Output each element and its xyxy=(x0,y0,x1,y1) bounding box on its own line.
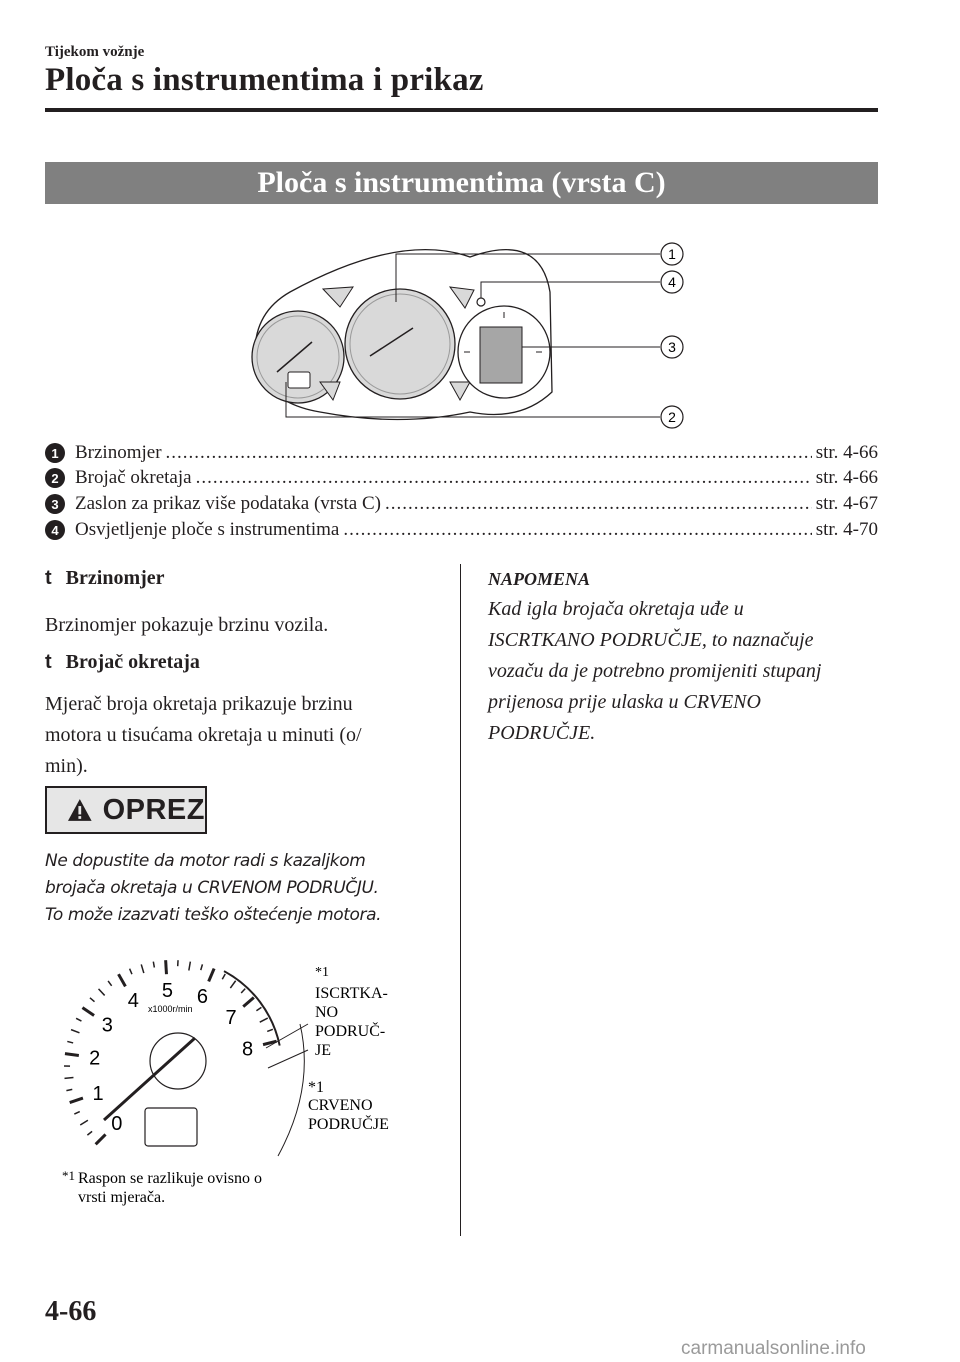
legend-item-display xyxy=(45,491,878,517)
red-zone-label-2: PODRUČJE xyxy=(308,1116,389,1133)
dashed-zone-label-4: JE xyxy=(315,1042,331,1059)
scale-number: 6 xyxy=(196,986,208,1009)
dashed-zone-label-3: PODRUČ- xyxy=(315,1023,386,1040)
page-title: Ploča s instrumentima i prikaz xyxy=(45,62,484,98)
tachometer-text: Mjerač broja okretaja prikazuje brzinu motora u tisućama okretaja u minuti (o/ min). xyxy=(45,693,362,777)
callout-1 xyxy=(661,243,683,265)
minor-tick xyxy=(256,1007,261,1010)
heading-speedometer xyxy=(45,567,165,590)
minor-tick xyxy=(260,1018,268,1022)
minor-tick xyxy=(80,1120,88,1125)
heading-tachometer xyxy=(45,651,200,674)
red-zone-label-1: CRVENO xyxy=(308,1097,373,1114)
minor-tick xyxy=(87,1131,92,1135)
left-indicator xyxy=(323,287,353,307)
note-heading: NAPOMENA xyxy=(488,569,591,589)
legend-item-tachometer xyxy=(45,465,878,491)
section-marker: t xyxy=(45,651,52,673)
minor-tick xyxy=(130,969,132,975)
svg-text:2: 2 xyxy=(668,409,676,425)
minor-tick xyxy=(189,962,191,971)
watermark: carmanualsonline.info xyxy=(681,1338,866,1359)
major-tick xyxy=(118,974,125,986)
illumination-dial xyxy=(477,298,485,306)
minor-tick xyxy=(108,981,112,986)
scale-number: 5 xyxy=(161,980,173,1003)
scale-number: 4 xyxy=(127,990,139,1013)
footnote-line-2: vrsti mjerača. xyxy=(78,1189,166,1206)
tachometer-figure xyxy=(60,958,420,1218)
minor-tick xyxy=(99,989,105,996)
major-tick xyxy=(96,1134,106,1144)
tachometer-unit: x1000r/min xyxy=(148,1004,193,1014)
warning-triangle-icon xyxy=(67,798,93,822)
scale-number: 3 xyxy=(101,1014,113,1037)
major-tick xyxy=(82,1008,94,1016)
caution-label: OPREZ xyxy=(102,793,205,826)
major-tick xyxy=(166,960,167,974)
minor-tick xyxy=(66,1089,72,1090)
heading-text: Brzinomjer xyxy=(65,567,165,589)
scale-number: 7 xyxy=(225,1007,237,1030)
footnote-mark: *1 xyxy=(62,1168,75,1183)
minor-tick xyxy=(64,1078,73,1079)
heading-text: Brojač okretaja xyxy=(65,651,200,673)
minor-tick xyxy=(153,962,154,968)
subsection-banner: Ploča s instrumentima (vrsta C) xyxy=(45,162,878,204)
svg-text:1: 1 xyxy=(668,246,676,262)
instrument-cluster-diagram xyxy=(240,232,700,432)
left-gauge-display xyxy=(288,372,310,388)
callout-2 xyxy=(661,406,683,428)
section-marker: t xyxy=(45,567,52,589)
minor-tick xyxy=(67,1041,73,1042)
right-indicator xyxy=(450,287,474,308)
legend-page-ref[interactable]: str. 4-66 xyxy=(815,442,878,463)
center-gauge xyxy=(345,289,455,399)
scale-number: 0 xyxy=(111,1113,123,1136)
multi-info-display xyxy=(480,327,522,383)
legend-number: 3 xyxy=(45,494,65,514)
minor-tick xyxy=(230,981,235,988)
svg-text:3: 3 xyxy=(668,339,676,355)
dashed-zone-label-2: NO xyxy=(315,1004,339,1021)
minor-tick xyxy=(71,1030,79,1033)
legend-item-illumination xyxy=(45,517,878,543)
legend-number: 4 xyxy=(45,520,65,540)
major-tick xyxy=(243,998,254,1007)
major-tick xyxy=(65,1054,79,1056)
red-zone-asterisk: *1 xyxy=(308,1079,324,1096)
speedometer-text: Brzinomjer pokazuje brzinu vozila. xyxy=(45,614,329,636)
legend-item-speedometer xyxy=(45,440,878,466)
legend-number: 2 xyxy=(45,468,65,488)
minor-tick xyxy=(222,974,225,979)
scale-number: 8 xyxy=(241,1038,254,1061)
scale-number: 1 xyxy=(92,1082,104,1105)
minor-tick xyxy=(76,1018,81,1021)
legend-label: Brzinomjer xyxy=(75,442,162,463)
caution-text: Ne dopustite da motor radi s kazaljkom brojača okretaja u CRVENOM PODRUČJU. To može izazvati teško oštećenje motora. xyxy=(45,851,382,925)
legend-page-ref[interactable]: str. 4-70 xyxy=(815,519,878,540)
dashed-zone-asterisk: *1 xyxy=(315,965,329,980)
legend-label: Brojač okretaja xyxy=(75,467,192,488)
minor-tick xyxy=(201,964,203,970)
callout-3 xyxy=(661,336,683,358)
callout-4 xyxy=(661,271,683,293)
page-number: 4-66 xyxy=(45,1296,97,1327)
legend-page-ref[interactable]: str. 4-67 xyxy=(815,493,878,514)
dashed-zone-label-1: ISCRTKA- xyxy=(315,985,388,1002)
minor-tick xyxy=(141,964,144,973)
legend-page-ref[interactable]: str. 4-66 xyxy=(815,467,878,488)
caution-box xyxy=(45,786,207,834)
tachometer-hub xyxy=(150,1033,206,1089)
tachometer-display xyxy=(145,1108,197,1146)
minor-tick xyxy=(241,989,245,993)
footnote-line-1: Raspon se razlikuje ovisno o xyxy=(78,1170,262,1187)
legend-label: Zaslon za prikaz više podataka (vrsta C) xyxy=(75,493,381,514)
scale-number: 2 xyxy=(89,1047,101,1070)
legend-label: Osvjetljenje ploče s instrumentima xyxy=(75,519,340,540)
minor-tick xyxy=(74,1112,79,1115)
svg-text:4: 4 xyxy=(668,274,676,290)
title-rule xyxy=(45,108,878,112)
section-label: Tijekom vožnje xyxy=(45,44,145,60)
minor-tick xyxy=(90,998,95,1002)
column-divider xyxy=(460,564,461,1236)
major-tick xyxy=(209,969,214,982)
major-tick xyxy=(70,1098,83,1102)
note-text: Kad igla brojača okretaja uđe u ISCRTKANO PODRUČJE, to naznačuje vozaču da je potrebno promijeniti stupanj prijenosa prije ulaska u CRVENO PODRUČJE. xyxy=(488,598,822,744)
legend-number: 1 xyxy=(45,443,65,463)
minor-tick xyxy=(267,1029,273,1031)
